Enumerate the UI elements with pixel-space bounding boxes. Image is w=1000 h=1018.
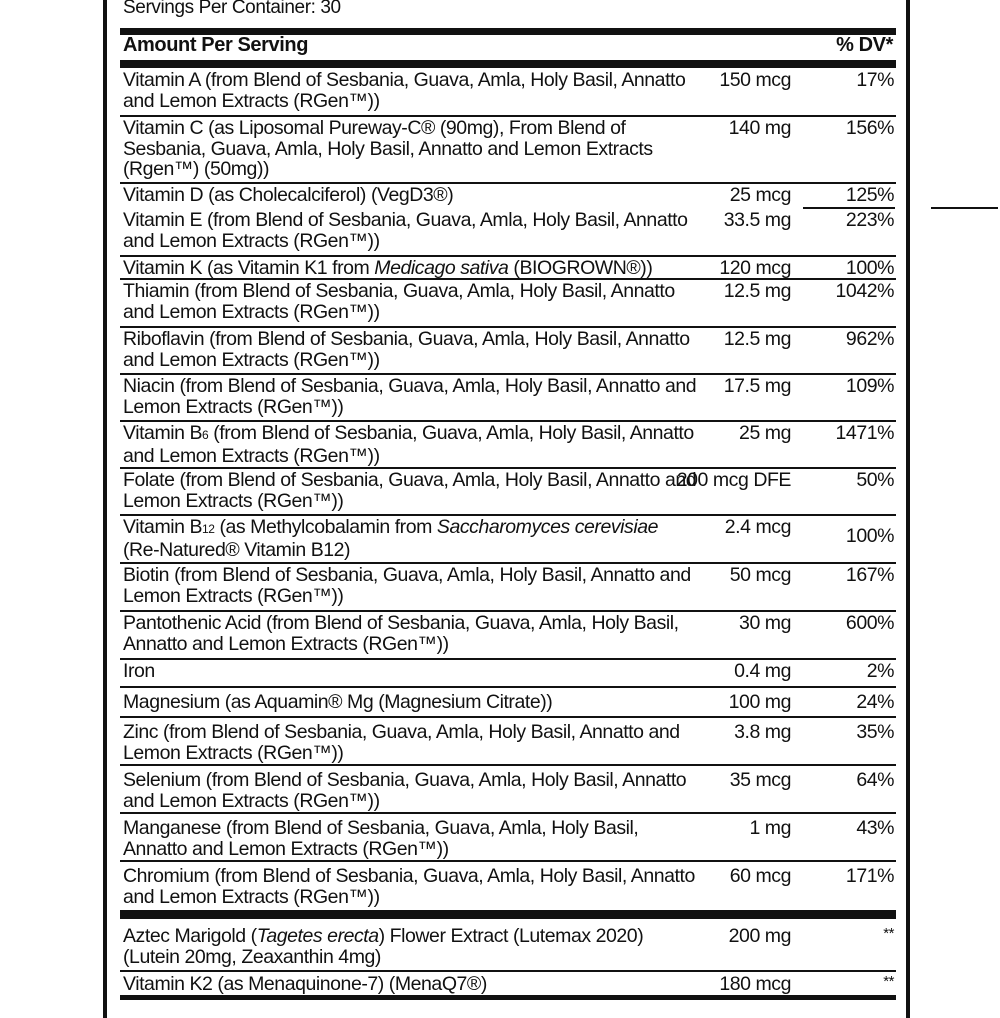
dv-heading: % DV* [836,34,893,56]
nutrient-amount: 100 mg [728,691,791,713]
nutrient-amount: 2.4 mcg [724,516,791,538]
nutrient-row-vitamin-c [120,117,896,184]
nutrient-name: Thiamin (from Blend of Sesbania, Guava, Amla, Holy Basil, Annatto and Lemon Extracts (RGen™)) [123,280,675,323]
nutrient-dv: 2% [866,660,894,682]
nutrient-row-chromium [120,862,896,910]
thick-divider-other-ingredients [120,910,896,919]
nutrient-amount: 200 mcg DFE [676,469,791,491]
nutrient-row-iron [120,660,896,688]
nutrient-row-thiamin [120,280,896,328]
nutrient-dv: 223% [845,209,894,231]
nutrient-name: Niacin (from Blend of Sesbania, Guava, Amla, Holy Basil, Annatto and Lemon Extracts (RGen™)) [123,375,697,418]
ingredient-dv: ** [883,973,894,990]
nutrient-amount: 50 mcg [729,564,791,586]
nutrient-amount: 60 mcg [729,865,791,887]
nutrient-name: Vitamin B6 (from Blend of Sesbania, Guava, Amla, Holy Basil, Annatto and Lemon Extracts (RGen™)) [123,422,694,467]
nutrient-name: Manganese (from Blend of Sesbania, Guava, Amla, Holy Basil, Annatto and Lemon Extracts (RGen™)) [123,817,639,860]
nutrient-amount: 12.5 mg [723,328,791,350]
thick-divider-header [120,60,896,68]
nutrient-name: Vitamin E (from Blend of Sesbania, Guava, Amla, Holy Basil, Annatto and Lemon Extracts (RGen™)) [123,209,688,252]
ingredient-row-vitamin-k2 [120,972,896,996]
nutrient-row-zinc [120,718,896,766]
nutrient-name: Vitamin K (as Vitamin K1 from Medicago sativa (BIOGROWN®)) [123,257,653,279]
nutrient-amount: 12.5 mg [723,280,791,302]
nutrient-amount: 140 mg [728,117,791,139]
ingredient-row-aztec-marigold [120,922,896,972]
nutrient-amount: 25 mcg [729,184,791,206]
nutrient-name: Riboflavin (from Blend of Sesbania, Guava, Amla, Holy Basil, Annatto and Lemon Extracts (RGen™)) [123,328,690,371]
ingredient-amount: 200 mg [728,925,791,947]
nutrient-name: Vitamin C (as Liposomal Pureway-C® (90mg), From Blend of Sesbania, Guava, Amla, Holy Basil, Annatto and Lemon Extracts (Rgen™) (50mg)) [123,117,653,180]
nutrient-dv: 109% [845,375,894,397]
servings-per-container: Servings Per Container: 30 [123,0,341,18]
ingredient-dv: ** [883,925,894,942]
nutrient-row-manganese [120,814,896,862]
nutrient-dv: 600% [845,612,894,634]
nutrient-amount: 25 mg [739,422,791,444]
nutrient-amount: 0.4 mg [734,660,791,682]
nutrient-dv: 1042% [835,280,894,302]
nutrient-row-biotin [120,564,896,612]
nutrient-row-vitamin-e [120,209,896,257]
nutrient-dv: 156% [845,117,894,139]
dv-underline [931,207,998,209]
nutrient-amount: 150 mcg [719,69,791,91]
nutrient-amount: 17.5 mg [723,375,791,397]
amount-per-serving-heading: Amount Per Serving [123,34,309,56]
nutrient-dv: 100% [845,257,894,279]
nutrient-row-magnesium [120,688,896,718]
nutrient-row-niacin [120,375,896,422]
nutrient-dv: 64% [856,769,894,791]
nutrient-amount: 3.8 mg [734,721,791,743]
ingredient-amount: 180 mcg [719,973,791,995]
nutrient-amount: 1 mg [749,817,791,839]
nutrient-row-vitamin-a [120,69,896,117]
nutrient-row-selenium [120,766,896,814]
nutrient-name: Vitamin A (from Blend of Sesbania, Guava, Amla, Holy Basil, Annatto and Lemon Extracts (RGen™)) [123,69,686,112]
nutrient-amount: 30 mg [739,612,791,634]
nutrient-row-riboflavin [120,328,896,375]
nutrient-name: Selenium (from Blend of Sesbania, Guava, Amla, Holy Basil, Annatto and Lemon Extracts (RGen™)) [123,769,687,812]
nutrient-row-pantothenic-acid [120,612,896,660]
nutrient-name: Zinc (from Blend of Sesbania, Guava, Amla, Holy Basil, Annatto and Lemon Extracts (RGen™)) [123,721,680,764]
nutrient-row-vitamin-b6 [120,422,896,469]
table-header [123,34,896,58]
ingredient-name: Vitamin K2 (as Menaquinone-7) (MenaQ7®) [123,973,487,995]
nutrient-dv: 43% [856,817,894,839]
nutrient-dv: 962% [845,328,894,350]
nutrient-dv: 50% [856,469,894,491]
nutrient-row-vitamin-k [120,257,896,280]
nutrient-name: Magnesium (as Aquamin® Mg (Magnesium Citrate)) [123,691,553,713]
nutrient-dv: 125% [845,184,894,206]
nutrient-amount: 120 mcg [719,257,791,279]
nutrient-amount: 35 mcg [729,769,791,791]
nutrient-amount: 33.5 mg [723,209,791,231]
nutrient-name: Vitamin B12 (as Methylcobalamin from Saccharomyces cerevisiae (Re-Natured® Vitamin B12) [123,516,659,561]
nutrient-row-folate [120,469,896,516]
nutrient-dv: 167% [845,564,894,586]
ingredient-name: Aztec Marigold (Tagetes erecta) Flower Extract (Lutemax 2020) (Lutein 20mg, Zeaxanthin 4mg) [123,925,644,968]
nutrient-row-vitamin-d [120,184,896,209]
nutrient-name: Vitamin D (as Cholecalciferol) (VegD3®) [123,184,454,206]
nutrient-name: Biotin (from Blend of Sesbania, Guava, Amla, Holy Basil, Annatto and Lemon Extracts (RGen™)) [123,564,691,607]
nutrient-dv: 24% [856,691,894,713]
nutrient-dv: 17% [856,69,894,91]
nutrient-dv: 1471% [835,422,894,444]
nutrient-name: Iron [123,660,155,682]
nutrient-dv: 100% [845,525,894,547]
thick-divider-bottom [120,995,896,1000]
nutrient-row-vitamin-b12 [120,516,896,564]
nutrient-dv: 171% [845,865,894,887]
nutrient-name: Chromium (from Blend of Sesbania, Guava, Amla, Holy Basil, Annatto and Lemon Extracts (RGen™)) [123,865,695,908]
nutrient-dv: 35% [856,721,894,743]
nutrient-name: Pantothenic Acid (from Blend of Sesbania, Guava, Amla, Holy Basil, Annatto and Lemon Extracts (RGen™)) [123,612,679,655]
nutrient-name: Folate (from Blend of Sesbania, Guava, Amla, Holy Basil, Annatto and Lemon Extracts (RGen™)) [123,469,697,512]
